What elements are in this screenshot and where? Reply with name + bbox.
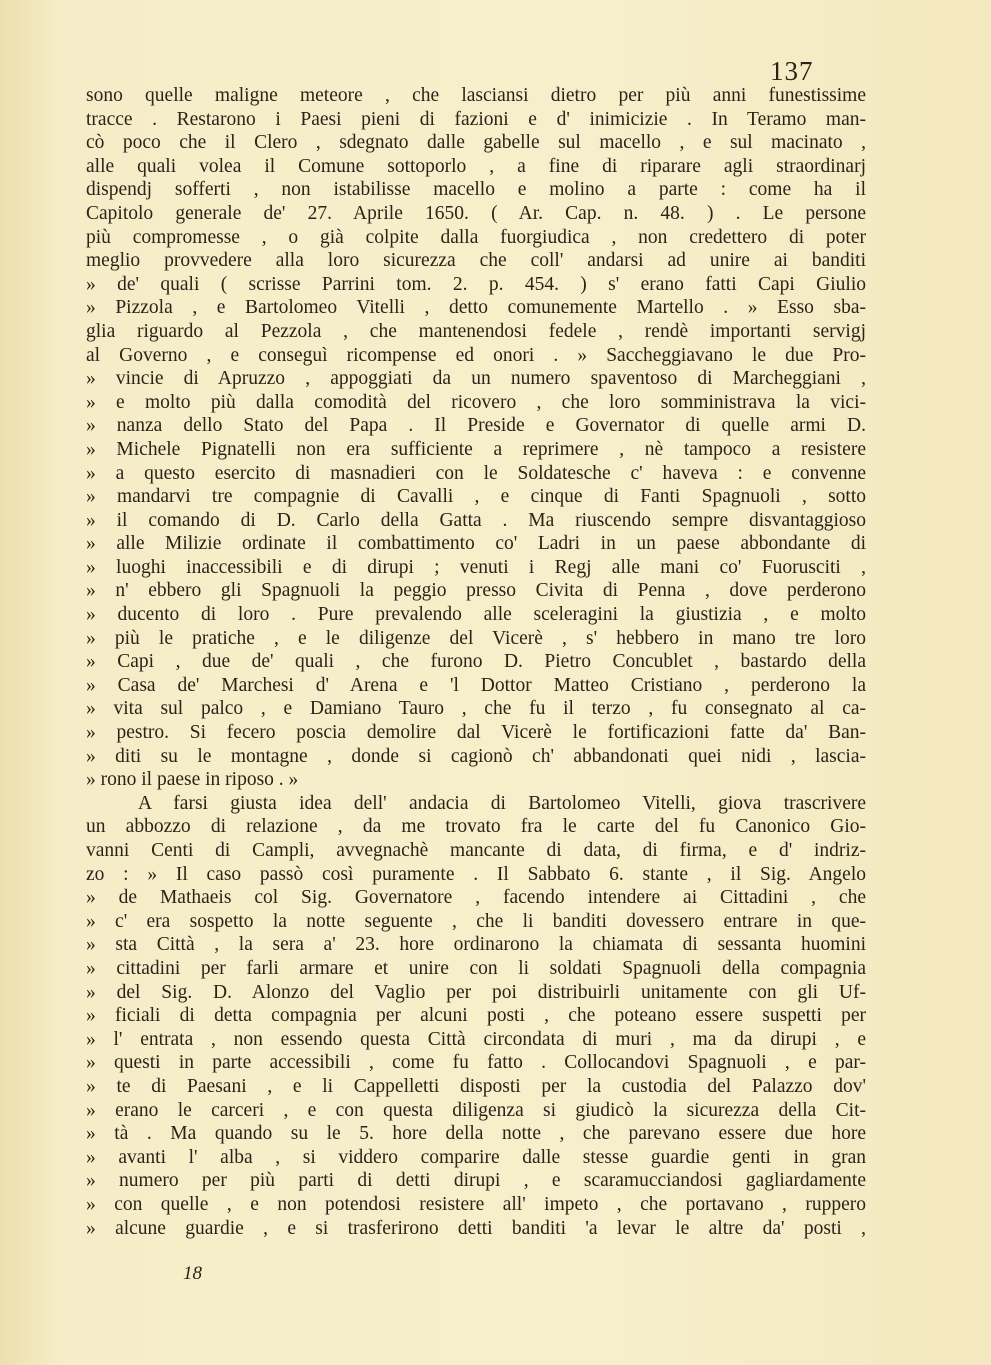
text-line: » cittadini per farli armare et unire con li soldati Spagnuoli della compagnia bbox=[86, 957, 866, 979]
text-line: » pestro. Si fecero poscia demolire dal Vicerè le fortificazioni fatte da' Ban- bbox=[86, 722, 866, 744]
text-line: » sta Città , la sera a' 23. hore ordinarono la chiamata di sessanta huomini bbox=[86, 934, 866, 956]
text-line: » mandarvi tre compagnie di Cavalli , e cinque di Fanti Spagnuoli , sotto bbox=[86, 486, 866, 508]
signature-mark: 18 bbox=[183, 1263, 202, 1284]
text-line: » alle Milizie ordinate il combattimento co' Ladri in un paese abbondante di bbox=[86, 533, 866, 555]
text-line: » Pizzola , e Bartolomeo Vitelli , detto comunemente Martello . » Esso sba- bbox=[86, 297, 866, 319]
text-line: tracce . Restarono i Paesi pieni di fazioni e d' inimicizie . In Teramo man- bbox=[86, 108, 866, 130]
text-line: » nanza dello Stato del Papa . Il Preside e Governator di quelle armi D. bbox=[86, 415, 866, 437]
text-line: » ficiali di detta compagnia per alcuni posti , che poteano essere suspetti per bbox=[86, 1005, 866, 1027]
text-line: » erano le carceri , e con questa diligenza si giudicò la sicurezza della Cit- bbox=[86, 1099, 866, 1121]
text-line: » questi in parte accessibili , come fu fatto . Collocandovi Spagnuoli , e par- bbox=[86, 1052, 866, 1074]
text-line: » Capi , due de' quali , che furono D. Pietro Concublet , bastardo della bbox=[86, 651, 866, 673]
text-line: » vincie di Apruzzo , appoggiati da un numero spaventoso di Marcheggiani , bbox=[86, 368, 866, 390]
text-line: » il comando di D. Carlo della Gatta . Ma riuscendo sempre disvantaggioso bbox=[86, 509, 866, 531]
text-line: » vita sul palco , e Damiano Tauro , che fu il terzo , fu consegnato al ca- bbox=[86, 698, 866, 720]
text-line: sono quelle maligne meteore , che lasciansi dietro per più anni funestissime bbox=[86, 85, 866, 106]
text-line: » diti su le montagne , donde si cagionò ch' abbandonati quei nidi , lascia- bbox=[86, 745, 866, 767]
text-line: vanni Centi di Campli, avvegnachè mancante di data, di firma, e d' indriz- bbox=[86, 840, 866, 861]
text-line: » con quelle , e non potendosi resistere all' impeto , che portavano , ruppero bbox=[86, 1193, 866, 1215]
text-line: » c' era sospetto la notte seguente , che li banditi dovessero entrare in que- bbox=[86, 910, 866, 932]
text-line: » de' quali ( scrisse Parrini tom. 2. p. 454. ) s' erano fatti Capi Giulio bbox=[86, 273, 866, 295]
text-line: » luoghi inaccessibili e di dirupi ; venuti i Regj alle mani co' Fuorusciti , bbox=[86, 556, 866, 578]
text-line: meglio provvedere alla loro sicurezza che coll' andarsi ad unire ai banditi bbox=[86, 250, 866, 272]
text-line: un abbozzo di relazione , da me trovato fra le carte del fu Canonico Gio- bbox=[86, 816, 866, 838]
text-line: più compromesse , o già colpite dalla fuorgiudica , non credettero di poter bbox=[86, 226, 866, 248]
text-line: cò poco che il Clero , sdegnato dalle gabelle sul macello , e sul macinato , bbox=[86, 132, 866, 154]
text-line: » del Sig. D. Alonzo del Vaglio per poi distribuirli unitamente con gli Uf- bbox=[86, 981, 866, 1003]
text-line: » avanti l' alba , si viddero comparire dalle stesse guardie genti in gran bbox=[86, 1146, 866, 1168]
text-line: » a questo esercito di masnadieri con le Soldatesche c' haveva : e convenne bbox=[86, 462, 866, 484]
text-line: » n' ebbero gli Spagnuoli la peggio presso Civita di Penna , dove perderono bbox=[86, 580, 866, 602]
text-line: zo : » Il caso passò così puramente . Il Sabbato 6. stante , il Sig. Angelo bbox=[86, 863, 866, 885]
text-line: dispendj sofferti , non istabilisse macello e molino a parte : come ha il bbox=[86, 179, 866, 201]
text-line: » de Mathaeis col Sig. Governatore , facendo intendere ai Cittadini , che bbox=[86, 887, 866, 909]
text-line: » e molto più dalla comodità del ricovero , che loro somministrava la vici- bbox=[86, 391, 866, 413]
text-line: » te di Paesani , e li Cappelletti disposti per la custodia del Palazzo dov' bbox=[86, 1075, 866, 1097]
text-line: » Michele Pignatelli non era sufficiente a reprimere , nè tampoco a resistere bbox=[86, 438, 866, 460]
text-line: glia riguardo al Pezzola , che mantenendosi fedele , rendè importanti servigj bbox=[86, 320, 866, 342]
text-line: » Casa de' Marchesi d' Arena e 'l Dottor Matteo Cristiano , perderono la bbox=[86, 674, 866, 696]
page-number: 137 bbox=[770, 56, 814, 86]
text-line: » rono il paese in riposo . » bbox=[86, 769, 299, 791]
text-line: Capitolo generale de' 27. Aprile 1650. ( Ar. Cap. n. 48. ) . Le persone bbox=[86, 202, 866, 224]
text-line: » più le pratiche , e le diligenze del Vicerè , s' hebbero in mano tre loro bbox=[86, 627, 866, 649]
text-line: A farsi giusta idea dell' andacia di Bartolomeo Vitelli, giova trascrivere bbox=[138, 792, 866, 814]
text-line: al Governo , e conseguì ricompense ed onori . » Saccheggiavano le due Pro- bbox=[86, 344, 866, 366]
text-line: » numero per più parti di detti dirupi , e scaramucciandosi gagliardamente bbox=[86, 1170, 866, 1192]
text-line: » l' entrata , non essendo questa Città circondata di muri , ma da dirupi , e bbox=[86, 1028, 866, 1050]
text-line: » ducento di loro . Pure prevalendo alle sceleragini la giustizia , e molto bbox=[86, 604, 866, 626]
text-line: » alcune guardie , e si trasferirono detti banditi 'a levar le altre da' posti , bbox=[86, 1217, 866, 1239]
body-text bbox=[86, 84, 866, 1240]
text-line: » tà . Ma quando su le 5. hore della notte , che parevano essere due hore bbox=[86, 1123, 866, 1145]
text-line: alle quali volea il Comune sottoporlo , a fine di riparare agli straordinarj bbox=[86, 155, 866, 177]
